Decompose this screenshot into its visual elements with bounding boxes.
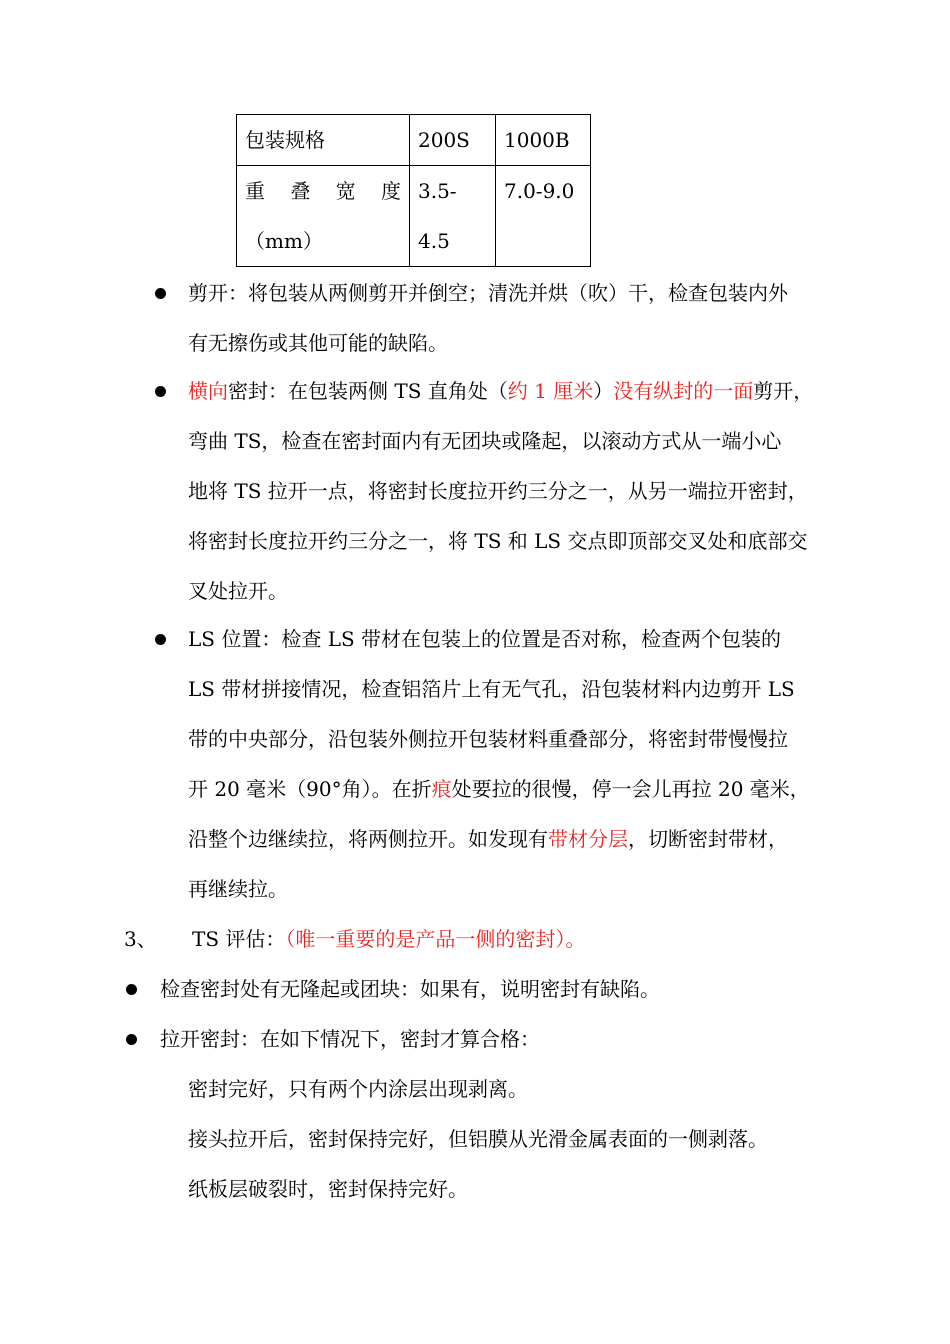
section-number: 3、 xyxy=(124,927,157,951)
condition-line: 密封完好，只有两个内涂层出现剥离。 xyxy=(188,1077,528,1101)
bullet-dot xyxy=(155,386,166,397)
table-cell: 7.0-9.0 xyxy=(496,166,591,267)
body-text: ） xyxy=(593,379,614,403)
table-cell: 3.5-4.5 xyxy=(410,166,496,267)
paragraph-line: 地将 TS 拉开一点，将密封长度拉开约三分之一，从另一端拉开密封， xyxy=(188,479,808,503)
paragraph-line: LS 带材拼接情况，检查铝箔片上有无气孔，沿包装材料内边剪开 LS xyxy=(188,677,795,701)
paragraph-line: 弯曲 TS，检查在密封面内有无团块或隆起，以滚动方式从一端小心 xyxy=(188,429,782,453)
highlight-text: 横向 xyxy=(188,379,228,403)
row-label-char: 度 xyxy=(380,179,401,203)
row-label-char: 宽 xyxy=(335,179,356,203)
table-row xyxy=(237,115,591,166)
section-note: （唯一重要的是产品一侧的密封）。 xyxy=(285,927,586,951)
highlight-text: 痕 xyxy=(431,777,452,801)
table-cell xyxy=(237,166,410,267)
body-text: 剪开， xyxy=(753,379,814,403)
body-text: 沿整个边继续拉，将两侧拉开。如发现有 xyxy=(188,827,548,851)
paragraph-line: 拉开密封：在如下情况下，密封才算合格： xyxy=(160,1027,540,1051)
paragraph-line: 检查密封处有无隆起或团块：如果有，说明密封有缺陷。 xyxy=(160,977,660,1001)
condition-line: 纸板层破裂时，密封保持完好。 xyxy=(188,1177,468,1201)
body-text: 开 20 毫米（90°角）。在折 xyxy=(188,777,432,801)
body-text: 处要拉的很慢，停一会儿再拉 20 毫米， xyxy=(451,777,810,801)
bullet-dot xyxy=(155,634,166,645)
row-label-unit: （mm） xyxy=(245,229,323,253)
paragraph-line: 有无擦伤或其他可能的缺陷。 xyxy=(188,331,448,355)
paragraph-line: 剪开：将包装从两侧剪开并倒空；清洗并烘（吹）干，检查包装内外 xyxy=(188,281,788,305)
paragraph-line: LS 位置：检查 LS 带材在包装上的位置是否对称，检查两个包装的 xyxy=(188,627,782,651)
bullet-dot xyxy=(126,984,137,995)
paragraph-line xyxy=(188,824,788,854)
spec-table xyxy=(236,114,591,267)
bullet-dot xyxy=(155,288,166,299)
table-cell: 1000B xyxy=(496,115,591,166)
highlight-text: 约 1 厘米 xyxy=(507,379,594,403)
bullet-dot xyxy=(126,1034,137,1045)
paragraph-line: 再继续拉。 xyxy=(188,877,288,901)
condition-line: 接头拉开后，密封保持完好，但铝膜从光滑金属表面的一侧剥落。 xyxy=(188,1127,768,1151)
paragraph-line xyxy=(188,774,810,804)
table-row xyxy=(237,166,591,267)
section-heading xyxy=(192,924,585,954)
highlight-text: 没有纵封的一面 xyxy=(613,379,754,403)
table-cell: 包装规格 xyxy=(237,115,410,166)
table-cell: 200S xyxy=(410,115,496,166)
row-label-char: 叠 xyxy=(290,179,311,203)
row-label-char: 重 xyxy=(245,179,265,203)
body-text: ，切断密封带材， xyxy=(628,827,788,851)
paragraph-line xyxy=(188,376,813,406)
section-title: TS 评估： xyxy=(192,927,286,951)
highlight-text: 带材分层 xyxy=(548,827,628,851)
paragraph-line: 叉处拉开。 xyxy=(188,579,288,603)
row-label xyxy=(245,166,401,216)
paragraph-line: 带的中央部分，沿包装外侧拉开包装材料重叠部分，将密封带慢慢拉 xyxy=(188,727,788,751)
paragraph-line: 将密封长度拉开约三分之一，将 TS 和 LS 交点即顶部交叉处和底部交 xyxy=(188,529,808,553)
body-text: 密封：在包装两侧 TS 直角处（ xyxy=(228,379,508,403)
